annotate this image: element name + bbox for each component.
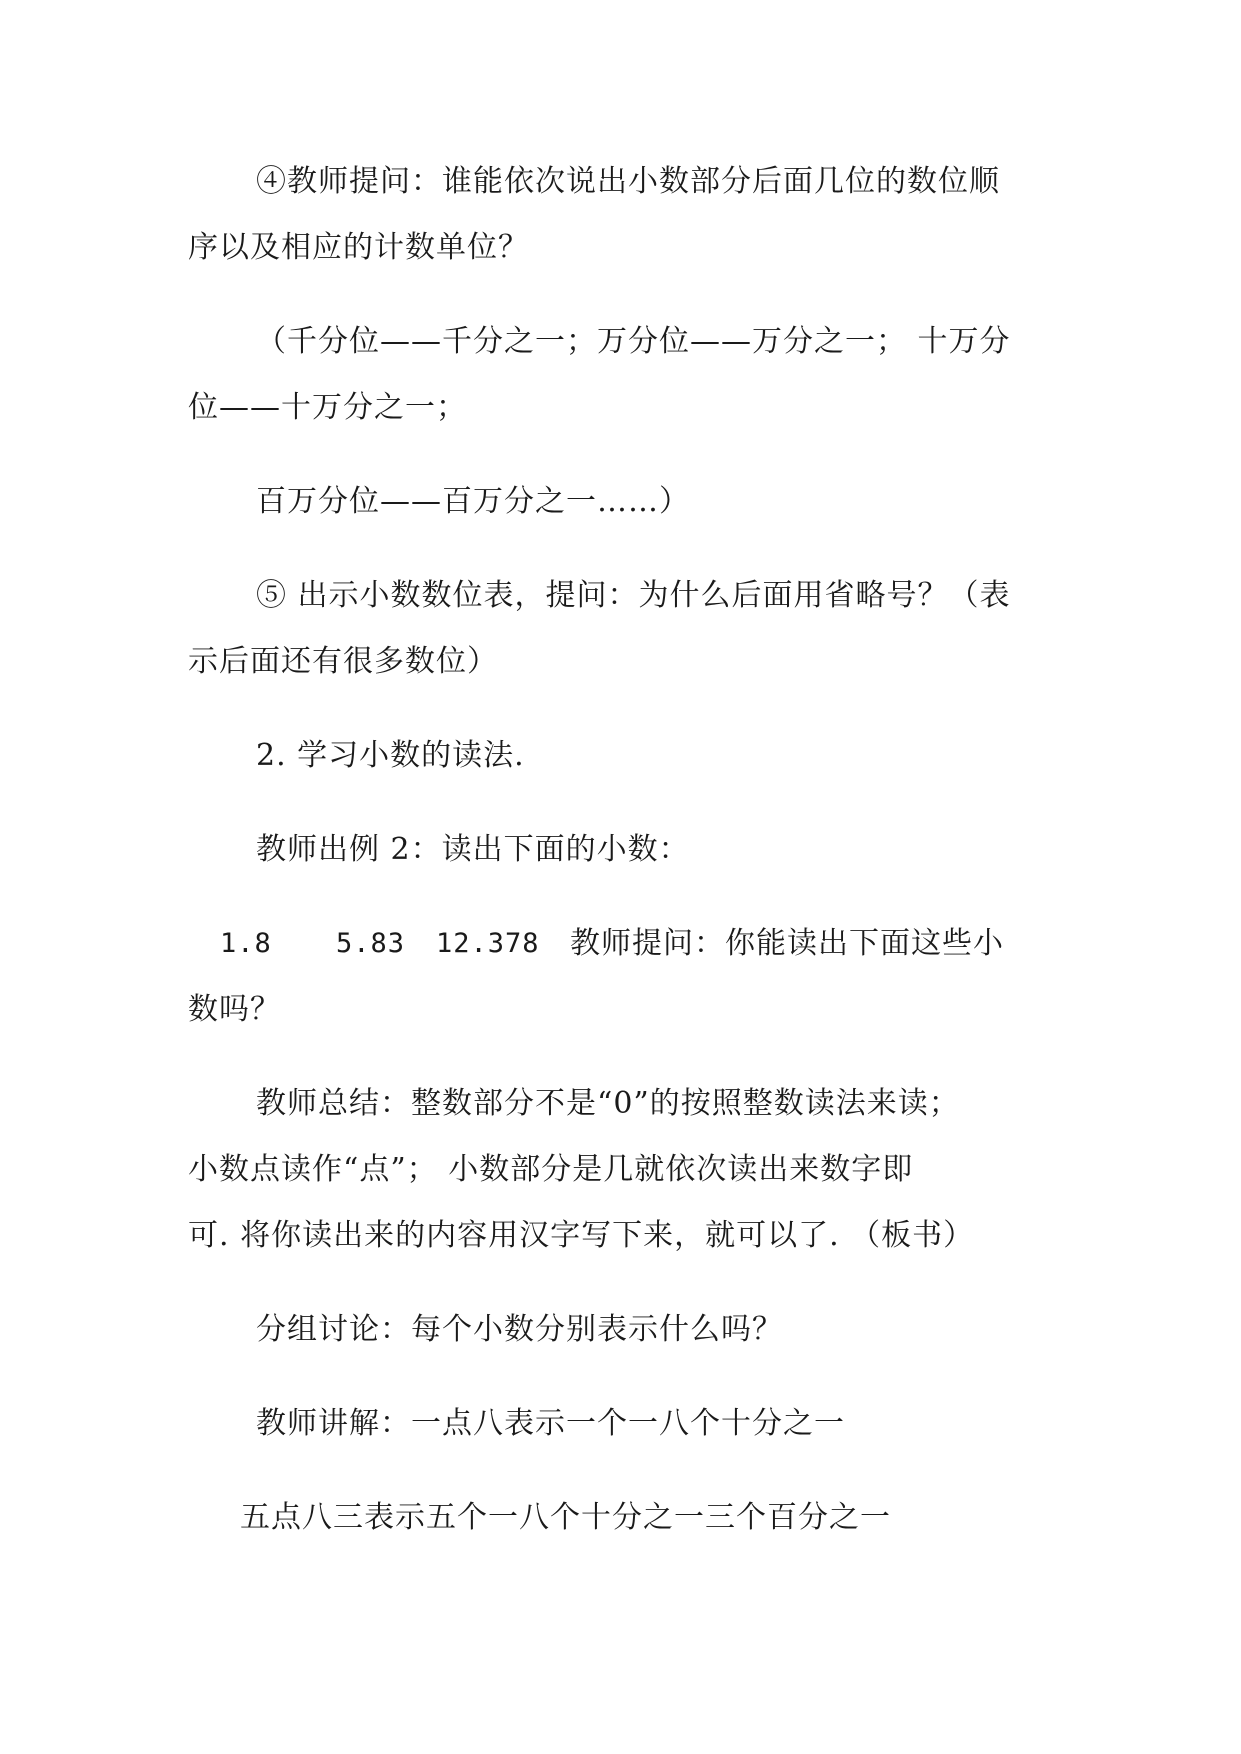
paragraph-7-line-1: 教师提问：你能读出下面这些小 xyxy=(570,926,1004,961)
section-heading: 2. 学习小数的读法. xyxy=(256,738,525,773)
paragraph-4-line-1: ⑤ 出示小数数位表，提问：为什么后面用省略号？（表 xyxy=(256,578,1011,613)
paragraph-10-line-1: 教师讲解：一点八表示一个一八个十分之一 xyxy=(256,1406,845,1441)
paragraph-3-line-1: 百万分位——百万分之一……） xyxy=(256,484,690,519)
paragraph-11-line-1: 五点八三表示五个一八个十分之一三个百分之一 xyxy=(240,1500,891,1535)
paragraph-2-line-2: 位——十万分之一； xyxy=(188,390,467,425)
paragraph-1-line-1: ④教师提问：谁能依次说出小数部分后面几位的数位顺 xyxy=(256,164,1000,199)
paragraph-7-line-2: 数吗？ xyxy=(188,992,281,1027)
example-prompt: 教师出例 2：读出下面的小数： xyxy=(256,832,690,867)
paragraph-4-line-2: 示后面还有很多数位） xyxy=(188,644,498,679)
paragraph-1-line-2: 序以及相应的计数单位？ xyxy=(188,230,529,265)
example-number-2: 5.83 xyxy=(336,928,406,959)
paragraph-9-line-1: 分组讨论：每个小数分别表示什么吗？ xyxy=(256,1312,783,1347)
paragraph-8-line-3: 可. 将你读出来的内容用汉字写下来，就可以了. （板书） xyxy=(188,1218,975,1253)
example-number-1: 1.8 xyxy=(220,928,272,959)
paragraph-8-line-1: 教师总结：整数部分不是“0”的按照整数读法来读； xyxy=(256,1086,960,1121)
example-number-3: 12.378 xyxy=(436,928,540,959)
paragraph-2-line-1: （千分位——千分之一；万分位——万分之一； 十万分 xyxy=(256,324,1011,359)
paragraph-8-line-2: 小数点读作“点”； 小数部分是几就依次读出来数字即 xyxy=(188,1152,914,1187)
